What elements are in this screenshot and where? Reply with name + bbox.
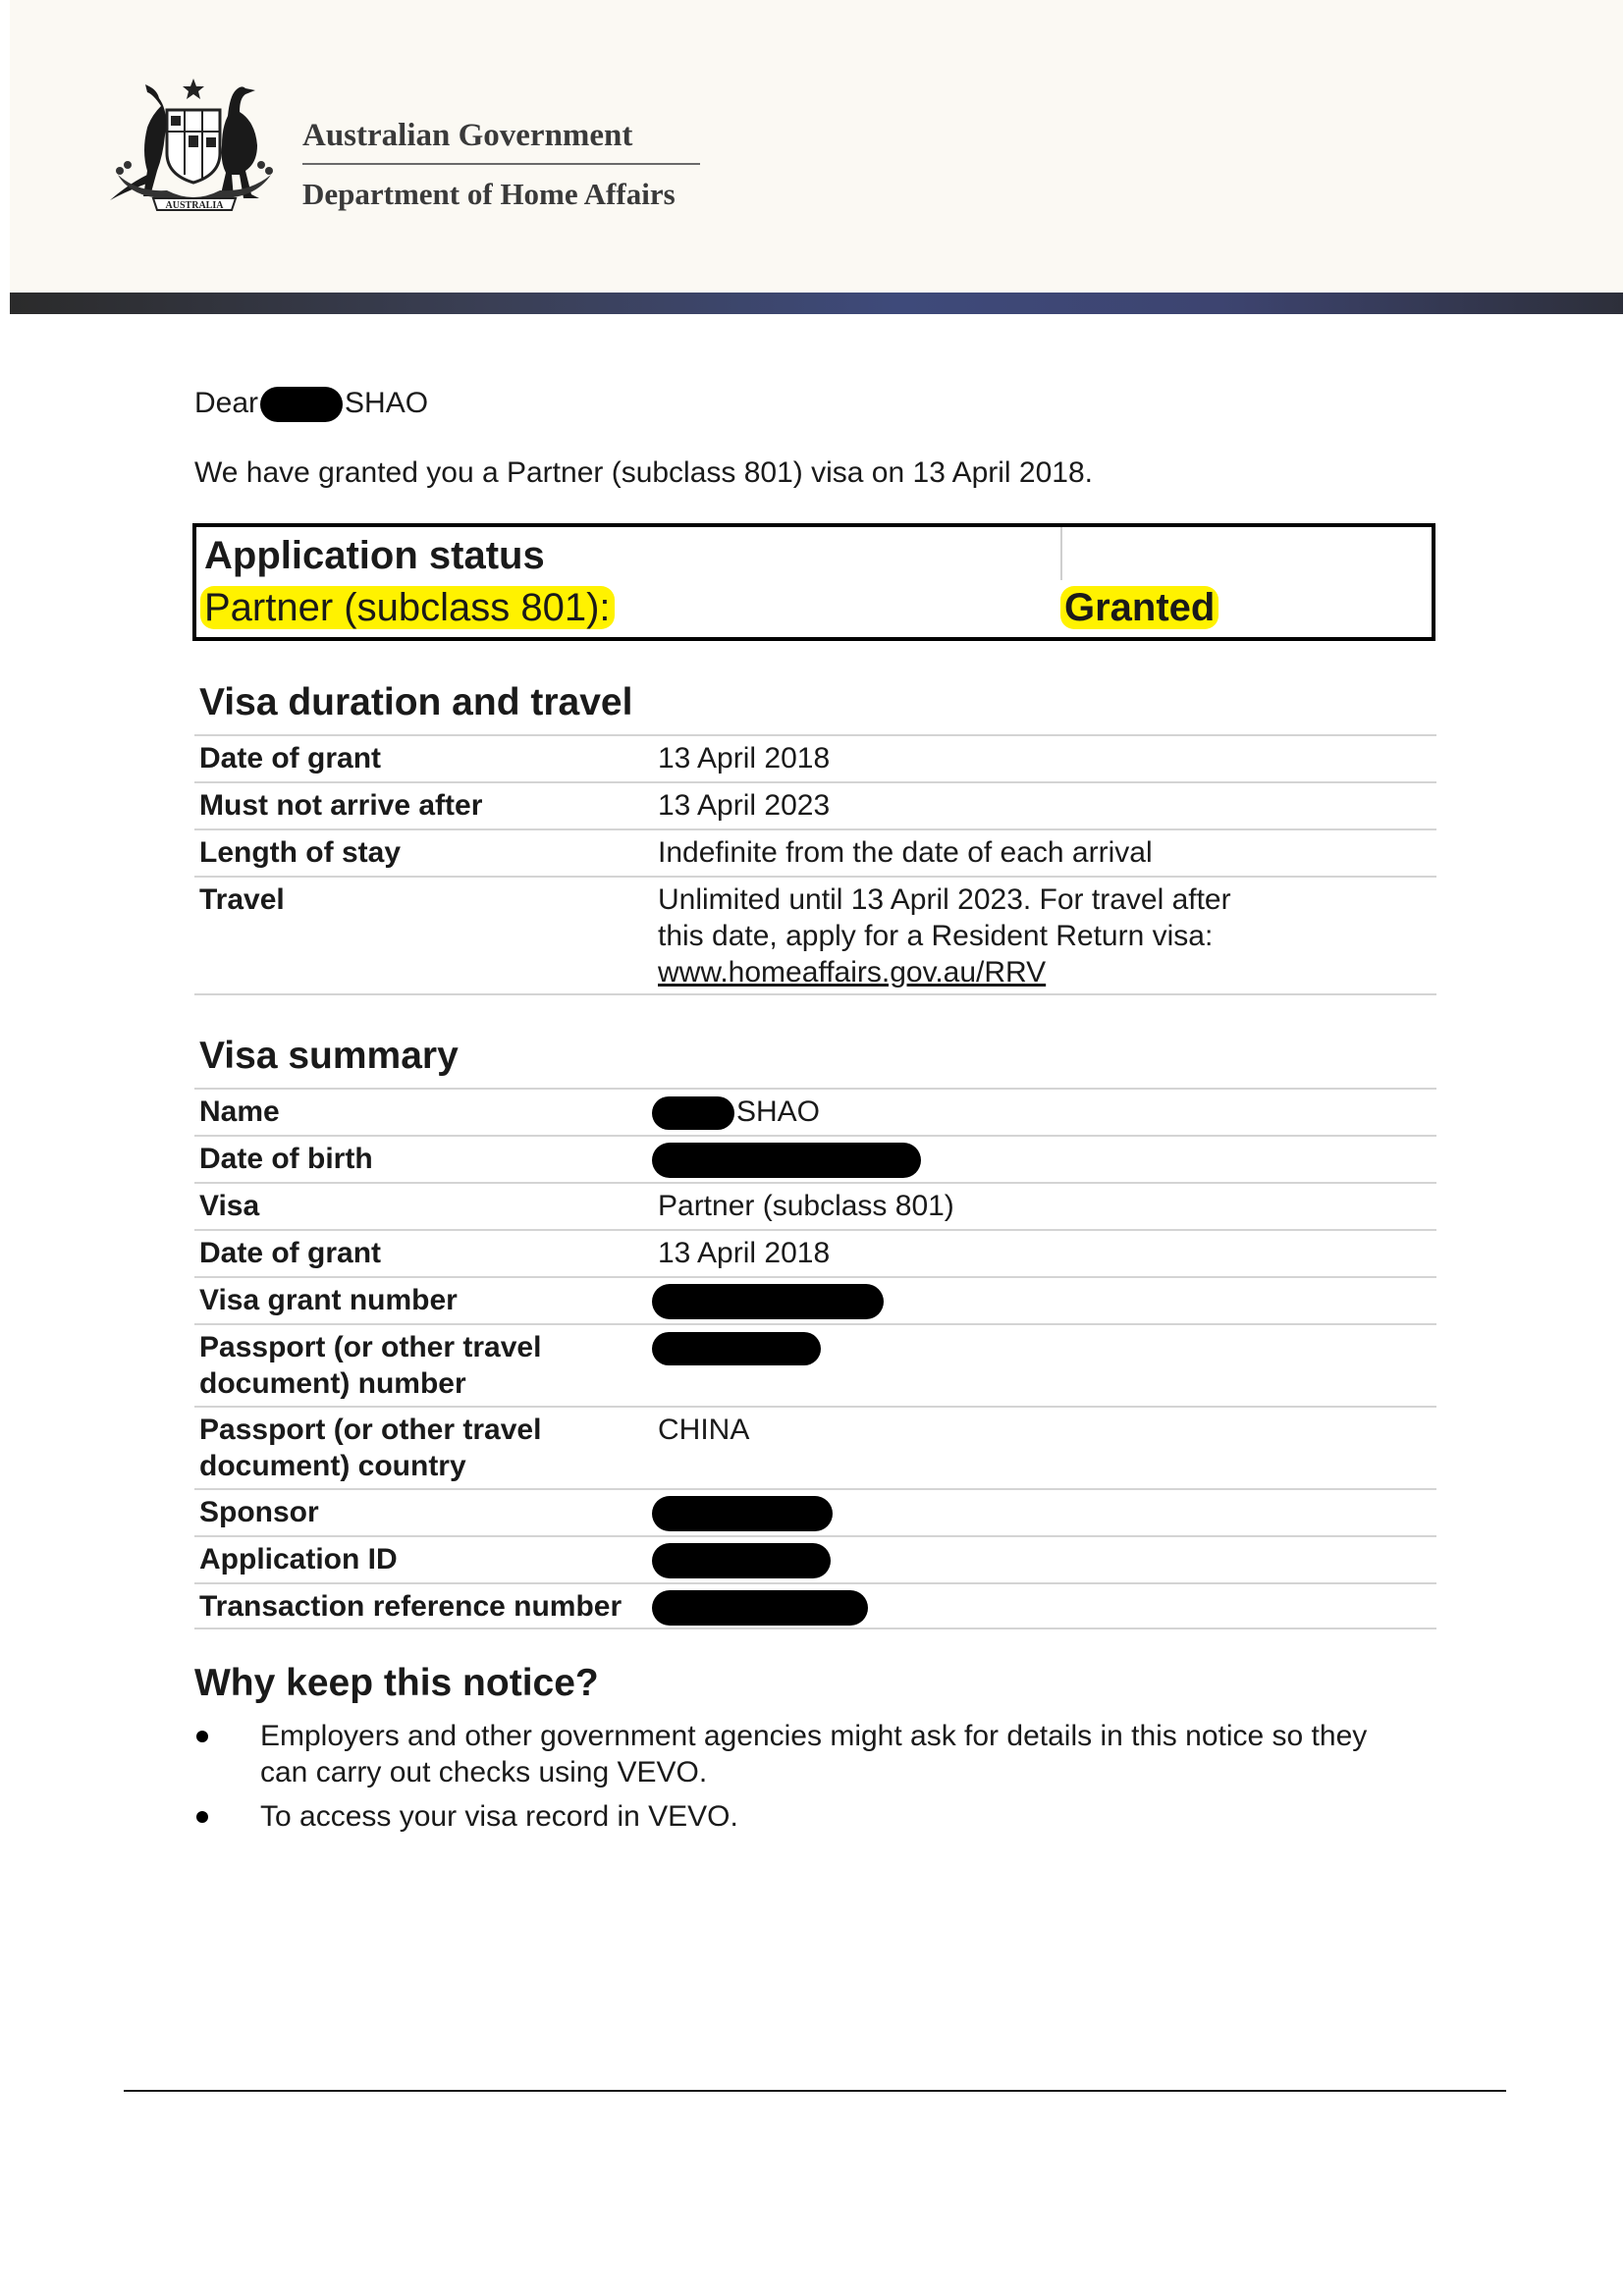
row-value: 13 April 2018 [658, 1237, 831, 1269]
row-label: Travel [199, 883, 285, 916]
table-row [194, 1323, 1436, 1406]
row-label: Must not arrive after [199, 789, 483, 822]
greeting-surname: SHAO [345, 387, 429, 419]
redacted-transaction-reference [652, 1590, 868, 1626]
row-value [652, 1494, 833, 1531]
row-value: 13 April 2023 [658, 789, 831, 822]
rrv-link[interactable]: www.homeaffairs.gov.au/RRV [658, 956, 1047, 988]
row-value [652, 1329, 821, 1365]
why-title: Why keep this notice? [194, 1662, 599, 1704]
table-row [194, 1276, 1436, 1323]
redacted-passport-number [652, 1332, 821, 1365]
table-row [194, 1406, 1436, 1488]
row-value [652, 1141, 921, 1178]
row-label: Name [199, 1095, 280, 1128]
grant-intro: We have granted you a Partner (subclass 801) visa on 13 April 2018. [194, 456, 1093, 489]
footer-divider [124, 2090, 1506, 2092]
greeting-dear: Dear [194, 387, 259, 419]
coat-of-arms-icon [98, 77, 290, 219]
why-bullet-list [194, 1718, 1471, 1842]
row-label: Date of grant [199, 742, 382, 774]
row-value [658, 881, 1231, 990]
redacted-application-id [652, 1543, 831, 1578]
row-value [652, 1282, 884, 1319]
label-line: Passport (or other travel [199, 1331, 542, 1363]
table-row [194, 1182, 1436, 1229]
table-row [194, 1582, 1436, 1629]
duration-table [194, 734, 1436, 995]
letterhead-bar [10, 293, 1623, 314]
table-row [194, 1088, 1436, 1135]
row-label: Visa [199, 1190, 260, 1222]
table-row [194, 1229, 1436, 1276]
row-label: Date of grant [199, 1237, 382, 1269]
table-row [194, 781, 1436, 828]
row-label: Transaction reference number [199, 1590, 623, 1623]
redacted-date-of-birth [652, 1143, 921, 1178]
row-value: 13 April 2018 [658, 742, 831, 774]
status-visa [200, 584, 615, 631]
row-label [199, 1412, 541, 1484]
agency-name [302, 116, 700, 214]
label-line: document) number [199, 1367, 466, 1400]
status-divider [1060, 527, 1062, 580]
status-badge: Granted [1060, 586, 1218, 629]
row-label: Date of birth [199, 1143, 373, 1175]
status-visa-label: Partner (subclass 801): [200, 586, 615, 629]
row-label: Visa grant number [199, 1284, 458, 1316]
row-value [652, 1588, 868, 1626]
travel-line: Unlimited until 13 April 2023. For travel after [658, 883, 1231, 916]
redacted-given-name [260, 387, 343, 422]
table-row [194, 828, 1436, 876]
table-row [194, 1488, 1436, 1535]
row-value: CHINA [658, 1414, 750, 1446]
label-line: Passport (or other travel [199, 1414, 542, 1446]
table-row [194, 1135, 1436, 1182]
surname: SHAO [736, 1095, 821, 1128]
list-item [194, 1718, 1471, 1790]
row-label [199, 1329, 541, 1402]
greeting [194, 386, 428, 422]
summary-title: Visa summary [199, 1035, 459, 1077]
label-line: document) country [199, 1450, 466, 1482]
redacted-sponsor [652, 1496, 833, 1531]
status-title: Application status [204, 534, 545, 577]
redacted-given-name [652, 1096, 734, 1130]
list-item [194, 1798, 1471, 1835]
bullet-icon [196, 1811, 208, 1823]
application-status-box [192, 523, 1435, 641]
row-value: Partner (subclass 801) [658, 1190, 954, 1222]
table-row [194, 734, 1436, 781]
row-label: Application ID [199, 1543, 398, 1575]
table-row [194, 876, 1436, 995]
status-result [1060, 584, 1218, 631]
agency-divider [302, 163, 700, 165]
bullet-line: Employers and other government agencies might ask for details in this notice so they [260, 1720, 1368, 1752]
department-name: Department of Home Affairs [302, 177, 676, 211]
bullet-line: To access your visa record in VEVO. [260, 1800, 738, 1833]
government-name: Australian Government [302, 118, 633, 153]
row-label: Length of stay [199, 836, 402, 869]
bullet-icon [196, 1731, 208, 1742]
summary-table [194, 1088, 1436, 1629]
table-row [194, 1535, 1436, 1582]
travel-line: this date, apply for a Resident Return visa: [658, 920, 1214, 952]
row-value [652, 1541, 831, 1578]
redacted-grant-number [652, 1284, 884, 1319]
row-label: Sponsor [199, 1496, 319, 1528]
crest-banner-text: AUSTRALIA [165, 200, 224, 211]
bullet-line: can carry out checks using VEVO. [260, 1756, 708, 1789]
row-value: Indefinite from the date of each arrival [658, 836, 1153, 869]
row-value [652, 1094, 820, 1130]
duration-title: Visa duration and travel [199, 681, 633, 723]
